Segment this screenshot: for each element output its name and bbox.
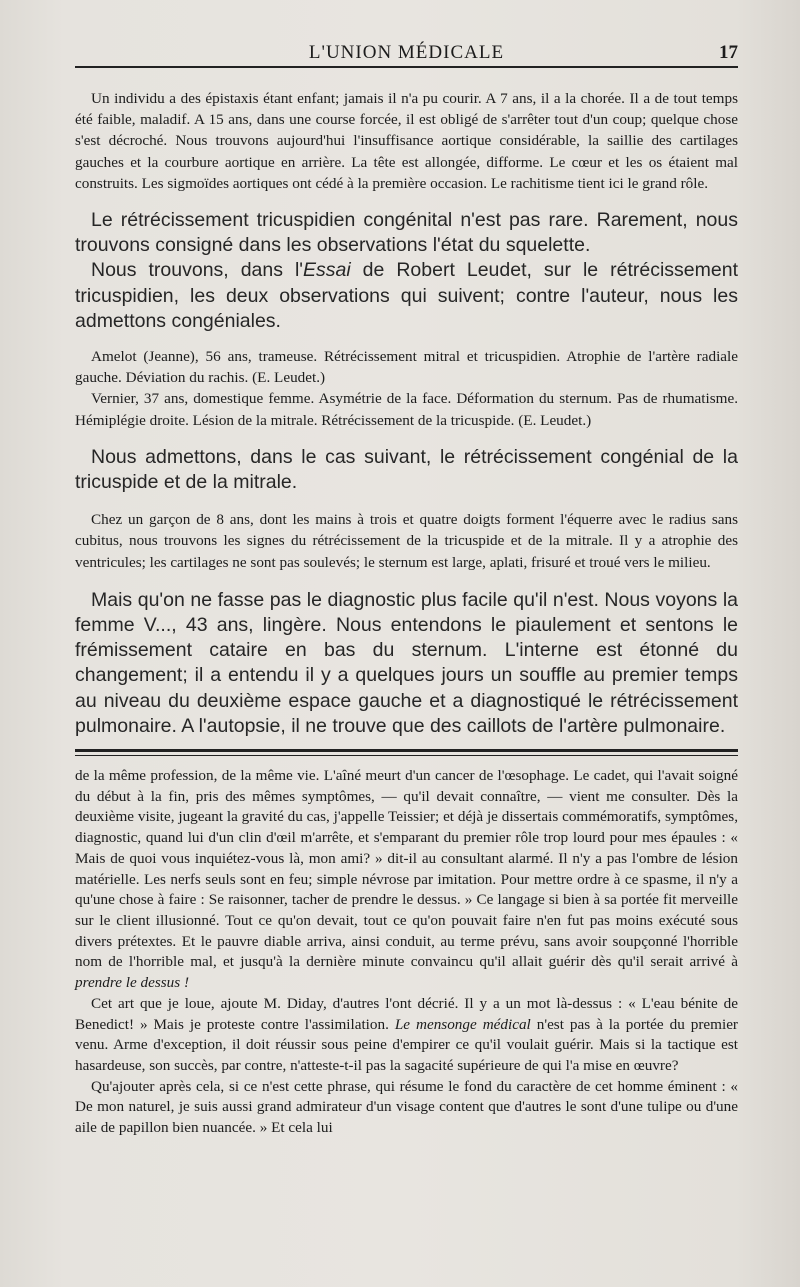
feuilleton-paragraph-2: [75, 994, 738, 1077]
paragraph-leudet-essai: [75, 258, 738, 334]
paragraph-leudet-text-b: de Robert Leudet, sur le rétrécissement tricuspidien, les deux observations qui suivent; contre l'auteur, nous les admettons congéniales.: [75, 259, 738, 332]
observation-garcon: Chez un garçon de 8 ans, dont les mains à trois et quatre doigts forment l'équerre avec le radius sans cubitus, nous trouvons les signes du rétrécissement de la tricuspide et de la mitrale. Il y a atrophie des ventricules; les cartilages ne sont pas soulevés; le sternum est large, aplati, frisuré et troué vers le milieu.: [75, 511, 738, 571]
page-number: 17: [719, 42, 738, 63]
page-header: [75, 0, 738, 66]
essai-title: Essai: [303, 259, 351, 282]
running-title: L'UNION MÉDICALE: [308, 42, 505, 63]
feuilleton-text-2b: n'est pas à la portée du premier venu. Arme d'exception, il doit réussir sous peine d'empirer ce qu'il voulait guérir. Mais si la tactique est hasardeuse, son succès, par contre, n'atteste-t-il pas la sagacité supérieure de qui l'a mise en œuvre?: [75, 1015, 738, 1074]
feuilleton-emphasis-2: Le mensonge médical: [394, 1015, 531, 1033]
paragraph-diagnostic: Mais qu'on ne fasse pas le diagnostic plus facile qu'il n'est. Nous voyons la femme V..., 43 ans, lingère. Nous entendons le piaulement et sentons le frémissement cataire en bas du sternum. L'interne est étonné du changement; il a entendu il y a quelques jours un souffle au premier temps au niveau du deuxième espace gauche et a diagnostiqué le rétrécissement pulmonaire. A l'autopsie, il ne trouve que des caillots de l'artère pulmonaire.: [75, 588, 738, 737]
feuilleton-paragraph-1: [75, 766, 738, 994]
header-rule: [75, 66, 738, 68]
paragraph-leudet-text-a: Nous trouvons, dans l': [91, 259, 304, 282]
paragraph-tricuspid-intro: Le rétrécissement tricuspidien congénital n'est pas rare. Rarement, nous trouvons consigné dans les observations l'état du squelette.: [75, 209, 738, 257]
feuilleton-rule: [75, 749, 738, 756]
observation-amelot: Amelot (Jeanne), 56 ans, trameuse. Rétrécissement mitral et tricuspidien. Atrophie de l'artère radiale gauche. Déviation du rachis. (E. Leudet.): [75, 348, 738, 387]
paragraph-chorea-case: Un individu a des épistaxis étant enfant; jamais il n'a pu courir. A 7 ans, il a la chorée. Il a de tout temps été faible, maladif. A 15 ans, dans une course forcée, il est obligé de s'arrêter tout d'un coup; quelque chose s'est décroché. Nous trouvons aujourd'hui l'insuffisance aortique considérable, la saillie des cartilages gauches et la courbure aortique en arrière. La tête est allongée, difforme. Le cœur et les os étaient mal construits. Les sigmoïdes aortiques ont cédé à la première occasion. Le rachitisme tient ici le grand rôle.: [75, 90, 738, 192]
feuilleton-text-2a: Cet art que je loue, ajoute M. Diday, d'autres l'ont décrié. Il y a un mot là-dessus : « L'eau bénite de Benedict! » Mais je proteste contre l'assimilation.: [75, 994, 738, 1033]
feuilleton: [75, 766, 738, 1139]
feuilleton-emphasis-1: prendre le dessus !: [75, 974, 190, 992]
feuilleton-paragraph-3: Qu'ajouter après cela, si ce n'est cette phrase, qui résume le fond du caractère de cet homme éminent : « De mon naturel, je suis aussi grand admirateur d'un visage content que d'autres le sont d'une tulipe ou d'une aile de papillon bien nuancée. » Et cela lui: [75, 1077, 738, 1137]
observation-vernier: Vernier, 37 ans, domestique femme. Asymétrie de la face. Déformation du sternum. Pas de rhumatisme. Hémiplégie droite. Lésion de la mitrale. Rétrécissement de la tricuspide. (E. Leudet.): [75, 390, 738, 429]
feuilleton-text-1: de la même profession, de la même vie. L'aîné meurt d'un cancer de l'œsophage. Le cadet, qui l'avait soigné du début à la fin, pris des mêmes symptômes, — qu'il devait connaître, — vient me consulter. Dès la deuxième visite, jugeant la gravité du cas, j'appelle Teissier; et déjà je dissertais commémoratifs, symptômes, diagnostic, quand lui d'un clin d'œil m'arrête, et s'emparant du premier rôle trop lourd pour mes épaules : « Mais de quoi vous inquiétez-vous là, mon ami? » dit-il au consultant alarmé. Il n'y a pas l'ombre de lésion matérielle. Les nerfs seuls sont en feu; simple névrose par imitation. Pour mettre ordre à ce spasme, il n'y a qu'une chose à faire : Se raisonner, tacher de prendre le dessus. » Ce langage si bien à sa portée fit merveille sur le client illusionné. Tout ce qu'on devait, tout ce qu'on pouvait faire n'en fut pas moins exécuté sous divers prétextes. Et le pauvre diable arriva, ainsi conduit, au terme prévu, sans avoir soupçonné l'horrible nom de l'horrible mal, et jusqu'à la dernière minute convaincu qu'il allait guérir dès qu'il serait arrivé à: [75, 767, 738, 971]
paragraph-admettons: Nous admettons, dans le cas suivant, le rétrécissement congénial de la tricuspide et de la mitrale.: [75, 445, 738, 494]
